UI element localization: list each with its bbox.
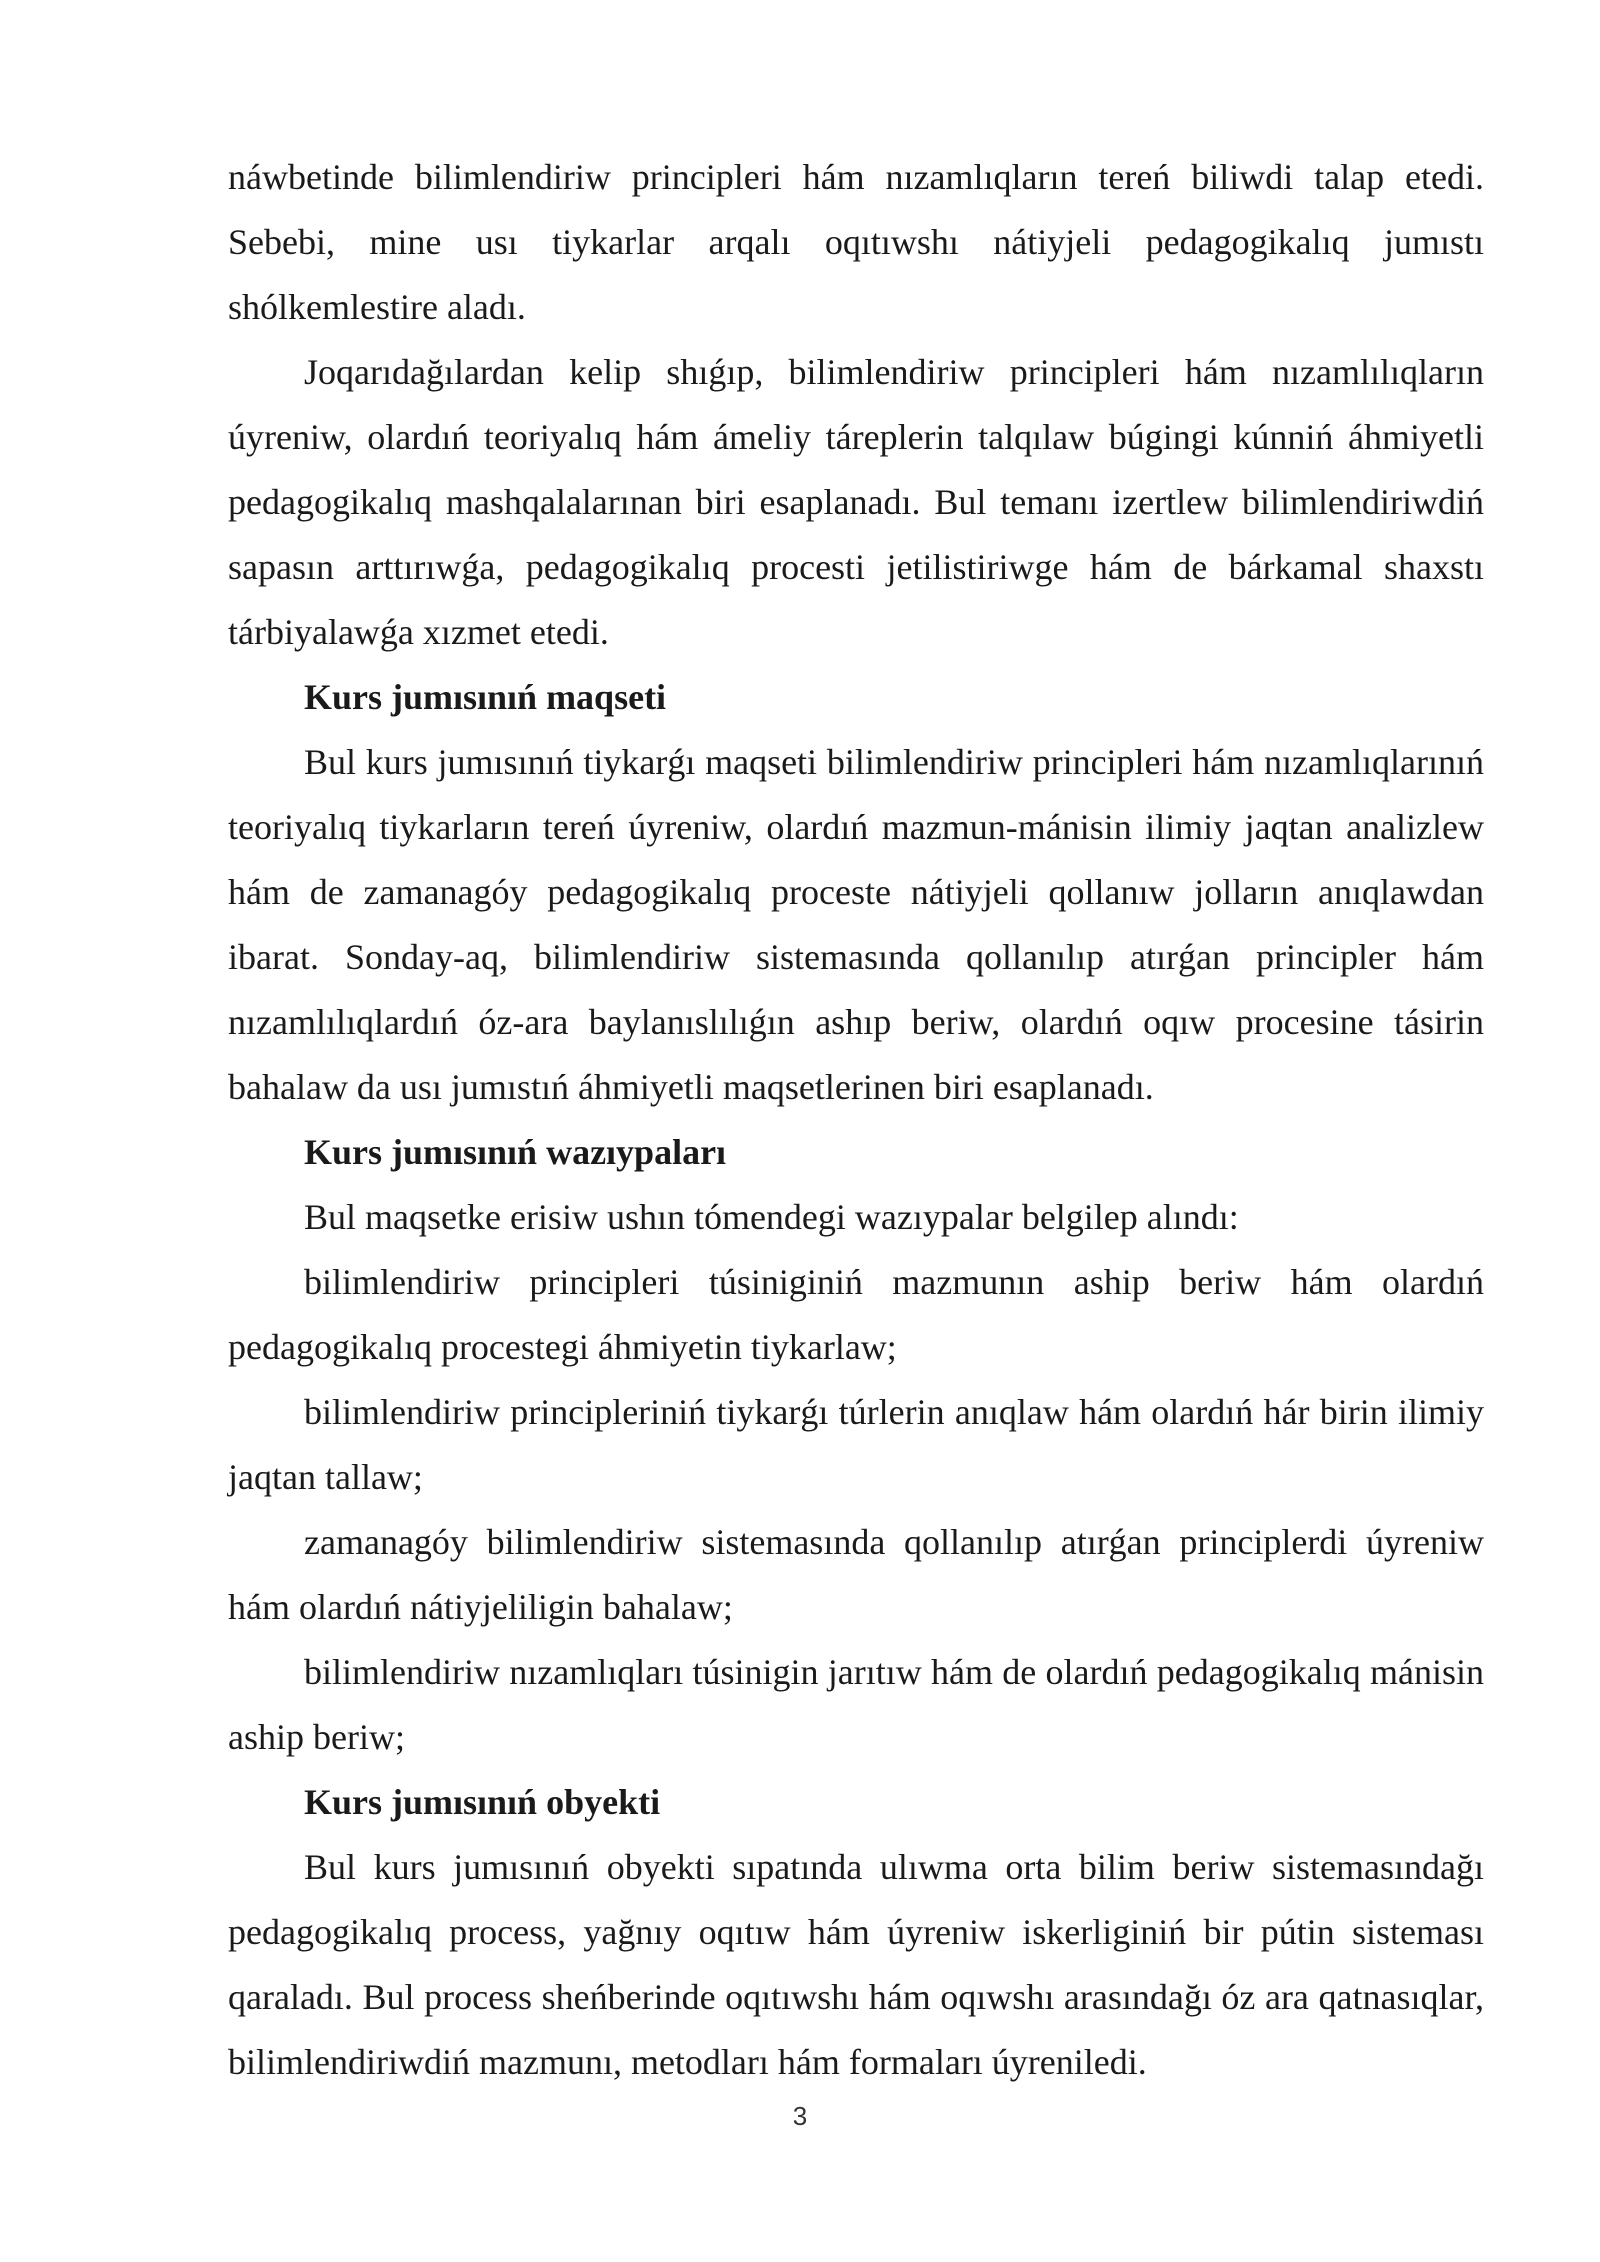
paragraph-aim: Bul kurs jumısınıń tiykarǵı maqseti bilimlendiriw principleri hám nızamlıqlarınıń teoriyalıq tiykarların tereń úyreniw, olardıń mazmun-mánisin ilimiy jaqtan analizlew hám de zamanagóy pedagogikalıq proceste nátiyjeli qollanıw jolların anıqlawdan ibarat. Sonday-aq, bilimlendiriw sistemasında qollanılıp atırǵan principler hám nızamlılıqlardıń óz-ara baylanıslılıǵın ashıp beriw, olardıń oqıw procesine tásirin bahalaw da usı jumıstıń áhmiyetli maqsetlerinen biri esaplanadı. <box>228 742 1484 1107</box>
page-number: 3 <box>792 2101 808 2131</box>
heading-aim: Kurs jumısınıń maqseti <box>304 677 667 717</box>
task-item-4: bilimlendiriw nızamlıqları túsinigin jarıtıw hám de olardıń pedagogikalıq mánisin aship beriw; <box>228 1652 1484 1757</box>
document-page <box>228 145 1484 2095</box>
paragraph-object: Bul kurs jumısınıń obyekti sıpatında ulıwma orta bilim beriw sistemasındağı pedagogikalıq process, yağnıy oqıtıw hám úyreniw iskerliginiń bir pútin sisteması qaraladı. Bul process sheńberinde oqıtıwshı hám oqıwshı arasındağı óz ara qatnasıqlar, bilimlendiriwdiń mazmunı, metodları hám formaları úyreniledi. <box>228 1847 1484 2082</box>
heading-tasks: Kurs jumısınıń wazıypaları <box>304 1132 727 1172</box>
task-item-2: bilimlendiriw principleriniń tiykarǵı túrlerin anıqlaw hám olardıń hár birin ilimiy jaqtan tallaw; <box>228 1392 1484 1497</box>
task-item-3: zamanagóy bilimlendiriw sistemasında qollanılıp atırǵan principlerdi úyreniw hám olardıń nátiyjeliligin bahalaw; <box>228 1522 1484 1627</box>
paragraph-relevance: Joqarıdağılardan kelip shıǵıp, bilimlendiriw principleri hám nızamlılıqların úyreniw, olardıń teoriyalıq hám ámeliy táreplerin talqılaw búgingi kúnniń áhmiyetli pedagogikalıq mashqalalarınan biri esaplanadı. Bul temanı izertlew bilimlendiriwdiń sapasın arttırıwǵa, pedagogikalıq procesti jetilistiriwge hám de bárkamal shaxstı tárbiyalawǵa xızmet etedi. <box>228 352 1484 652</box>
paragraph-intro-continuation: náwbetinde bilimlendiriw principleri hám nızamlıqların tereń biliwdi talap etedi. Sebebi, mine usı tiykarlar arqalı oqıtıwshı nátiyjeli pedagogikalıq jumıstı shólkemlestire aladı. <box>228 157 1484 327</box>
paragraph-tasks-intro: Bul maqsetke erisiw ushın tómendegi wazıypalar belgilep alındı: <box>304 1197 1239 1237</box>
heading-object: Kurs jumısınıń obyekti <box>304 1782 661 1822</box>
task-item-1: bilimlendiriw principleri túsiniginiń mazmunın aship beriw hám olardıń pedagogikalıq procestegi áhmiyetin tiykarlaw; <box>228 1262 1484 1367</box>
